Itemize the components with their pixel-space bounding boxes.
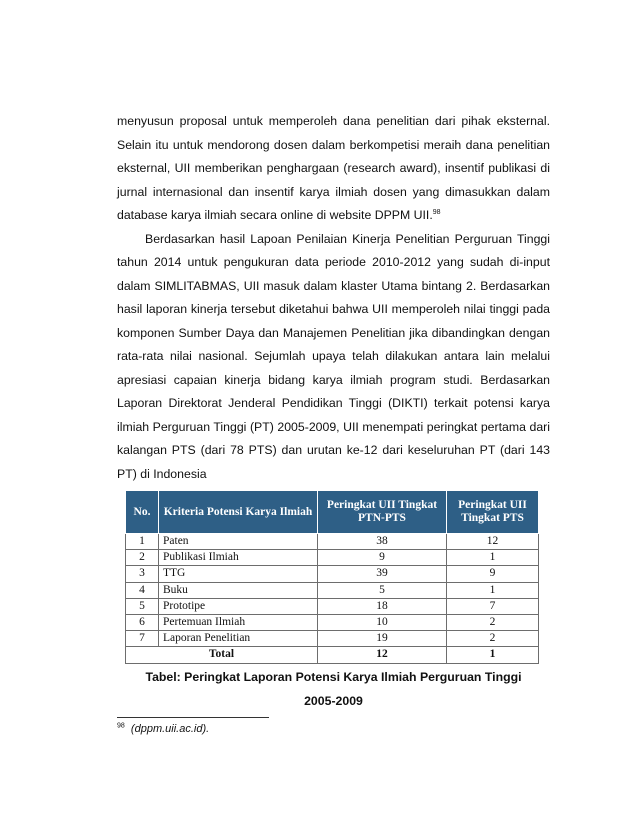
cell-kriteria: Buku [159,582,318,598]
cell-pts: 7 [447,598,539,614]
caption-line-1: Tabel: Peringkat Laporan Potensi Karya Ilmiah Perguruan Tinggi [145,670,522,684]
caption-line-2: 2005-2009 [304,693,363,708]
table-total-row [126,647,539,663]
table-row [126,566,539,582]
table-caption [117,666,550,713]
cell-ptn-pts: 38 [318,534,447,550]
table-row [126,534,539,550]
cell-pts: 1 [447,582,539,598]
cell-kriteria: TTG [159,566,318,582]
cell-ptn-pts: 10 [318,614,447,630]
cell-no: 5 [126,598,159,614]
table-row [126,598,539,614]
footnote-text: (dppm.uii.ac.id). [130,723,210,735]
footnote-divider [117,717,269,718]
cell-ptn-pts: 9 [318,550,447,566]
ranking-table-wrapper [125,490,539,664]
header-pts: Peringkat UII Tingkat PTS [447,491,539,534]
cell-no: 7 [126,631,159,647]
cell-kriteria: Publikasi Ilmiah [159,550,318,566]
table-header-row [126,491,539,534]
cell-total-ptn-pts: 12 [318,647,447,663]
cell-no: 3 [126,566,159,582]
cell-pts: 9 [447,566,539,582]
cell-pts: 12 [447,534,539,550]
footnote-ref: 98 [432,208,441,216]
cell-ptn-pts: 5 [318,582,447,598]
cell-no: 4 [126,582,159,598]
cell-pts: 2 [447,631,539,647]
cell-ptn-pts: 18 [318,598,447,614]
ranking-table [125,490,539,664]
body-text [117,110,550,486]
cell-total-label: Total [126,647,318,663]
footnote-number: 98 [117,722,125,730]
cell-ptn-pts: 39 [318,566,447,582]
header-ptn-pts: Peringkat UII Tingkat PTN-PTS [318,491,447,534]
cell-kriteria: Prototipe [159,598,318,614]
header-no: No. [126,491,159,534]
cell-pts: 2 [447,614,539,630]
table-row [126,550,539,566]
footnote [117,722,209,736]
cell-no: 6 [126,614,159,630]
cell-no: 1 [126,534,159,550]
cell-total-pts: 1 [447,647,539,663]
cell-pts: 1 [447,550,539,566]
cell-kriteria: Pertemuan Ilmiah [159,614,318,630]
paragraph-1: menyusun proposal untuk memperoleh dana penelitian dari pihak eksternal. Selain itu untuk mendorong dosen dalam berkompetisi meraih dana penelitian eksternal, UII memberikan penghargaan (research award), insentif publikasi di jurnal internasional dan insentif karya ilmiah dosen yang dimasukkan dalam database karya ilmiah secara online di website DPPM UII.$^{98}$ [117,114,550,222]
cell-kriteria: Laporan Penelitian [159,631,318,647]
table-row [126,614,539,630]
cell-kriteria: Paten [159,534,318,550]
paragraph-2: Berdasarkan hasil Lapoan Penilaian Kinerja Penelitian Perguruan Tinggi tahun 2014 untuk pengukuran data periode 2010-2012 yang sudah di-input dalam SIMLITABMAS, UII masuk dalam klaster Utama bintang 2. Berdasarkan hasil laporan kinerja tersebut diketahui bahwa UII memperoleh nilai tinggi pada komponen Sumber Daya dan Manajemen Penelitian jika dibandingkan dengan rata-rata nilai nasional. Sejumlah upaya telah dilakukan antara lain melalui apresiasi capaian kinerja bidang karya ilmiah program studi. Berdasarkan Laporan Direktorat Jenderal Pendidikan Tinggi (DIKTI) terkait potensi karya ilmiah Perguruan Tinggi (PT) 2005-2009, UII menempati peringkat pertama dari kalangan PTS (dari 78 PTS) dan urutan ke-12 dari keseluruhan PT (dari 143 PT) di Indonesia [117,231,550,481]
table-row [126,631,539,647]
table-row [126,582,539,598]
cell-no: 2 [126,550,159,566]
header-kriteria: Kriteria Potensi Karya Ilmiah [159,491,318,534]
cell-ptn-pts: 19 [318,631,447,647]
